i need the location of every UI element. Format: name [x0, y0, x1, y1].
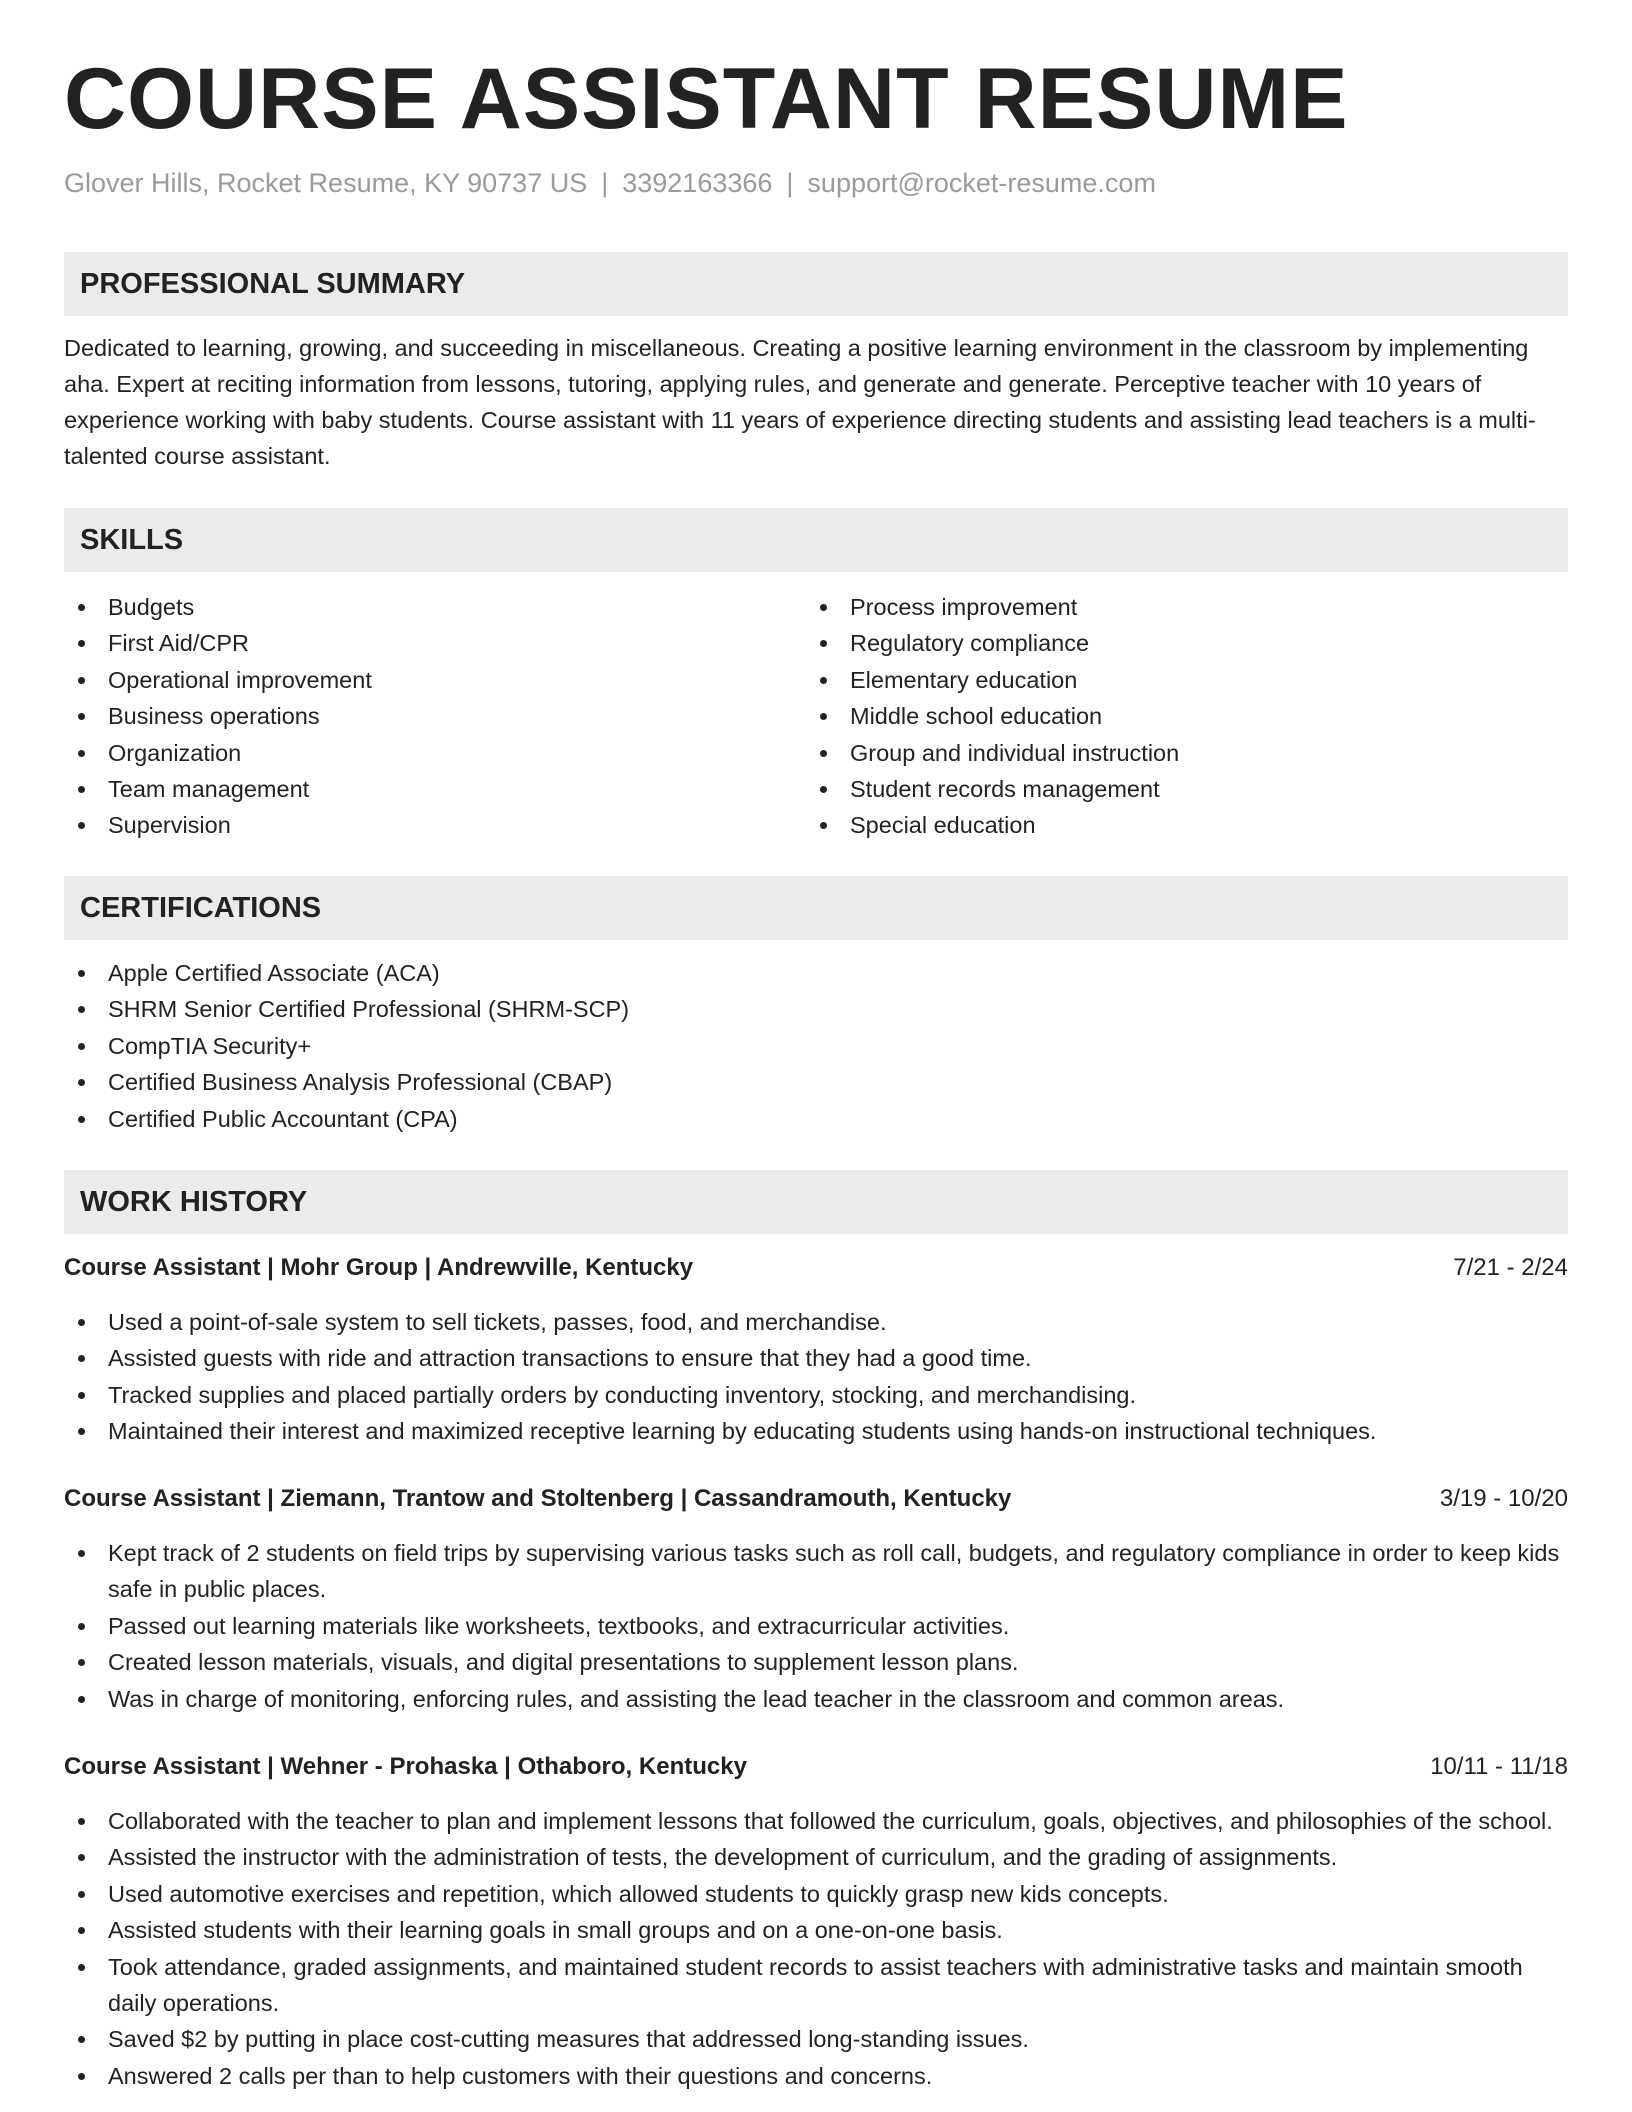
list-item [64, 1413, 1568, 1449]
bullet-icon [78, 1116, 85, 1123]
list-item [64, 1101, 1568, 1137]
bullet-icon [78, 1854, 85, 1861]
bullet-icon [78, 970, 85, 977]
job-bullets [64, 1803, 1568, 2094]
contact-separator: | [786, 168, 794, 198]
bullet-text: Assisted guests with ride and attraction transactions to ensure that they had a good time. [108, 1345, 1032, 1372]
bullet-icon [78, 1319, 85, 1326]
list-item [64, 2021, 1568, 2057]
job-dates: 7/21 - 2/24 [1453, 1254, 1568, 1281]
list-item [64, 1949, 1568, 2022]
skill-text: Team management [108, 776, 310, 803]
bullet-text: Collaborated with the teacher to plan and implement lessons that followed the curriculum, goals, objectives, and philosophies of the school. [108, 1808, 1553, 1834]
bullet-icon [78, 1818, 85, 1825]
bullet-icon [78, 1659, 85, 1666]
list-item [806, 662, 1566, 698]
list-item [64, 1912, 1568, 1948]
contact-separator: | [601, 168, 609, 198]
list-item [64, 1377, 1568, 1413]
list-item [64, 625, 764, 661]
contact-line [64, 168, 1156, 199]
job-title: Course Assistant | Mohr Group | Andrewville, Kentucky [64, 1254, 694, 1281]
list-item [64, 807, 764, 843]
skills-list-right [806, 589, 1566, 844]
bullet-icon [78, 677, 85, 684]
list-item [806, 735, 1566, 771]
list-item [64, 662, 764, 698]
bullet-icon [78, 1696, 85, 1703]
certification-text: Certified Public Accountant (CPA) [108, 1105, 458, 1132]
job-bullets [64, 1535, 1568, 1717]
bullet-icon [78, 1428, 85, 1435]
list-item [806, 771, 1566, 807]
bullet-icon [820, 713, 827, 720]
bullet-icon [78, 822, 85, 829]
bullet-icon [820, 604, 827, 611]
bullet-icon [820, 786, 827, 793]
summary-heading: PROFESSIONAL SUMMARY [64, 252, 1568, 316]
list-item [64, 1304, 1568, 1340]
skill-text: Group and individual instruction [850, 739, 1180, 766]
bullet-icon [78, 640, 85, 647]
list-item [64, 589, 764, 625]
bullet-icon [820, 822, 827, 829]
list-item [806, 698, 1566, 734]
bullet-icon [820, 677, 827, 684]
list-item [64, 955, 1568, 991]
job-title: Course Assistant | Wehner - Prohaska | Othaboro, Kentucky [64, 1753, 747, 1780]
list-item [64, 698, 764, 734]
bullet-icon [78, 1355, 85, 1362]
list-item [64, 771, 764, 807]
skill-text: Process improvement [850, 594, 1078, 620]
bullet-text: Used a point-of-sale system to sell tickets, passes, food, and merchandise. [108, 1309, 887, 1335]
certification-text: SHRM Senior Certified Professional (SHRM-SCP) [108, 996, 630, 1023]
skills-heading: SKILLS [64, 508, 1568, 572]
bullet-icon [820, 640, 827, 647]
bullet-text: Created lesson materials, visuals, and digital presentations to supplement lesson plans. [108, 1649, 1019, 1676]
list-item [64, 1028, 1568, 1064]
bullet-icon [78, 2073, 85, 2080]
skill-text: First Aid/CPR [108, 630, 250, 657]
work-history-heading: WORK HISTORY [64, 1170, 1568, 1234]
list-item [64, 1608, 1568, 1644]
bullet-icon [78, 1006, 85, 1013]
list-item [64, 991, 1568, 1027]
bullet-text: Tracked supplies and placed partially orders by conducting inventory, stocking, and merchandising. [108, 1381, 1137, 1408]
bullet-icon [78, 786, 85, 793]
bullet-icon [78, 604, 85, 611]
summary-text: Dedicated to learning, growing, and succeeding in miscellaneous. Creating a positive learning environment in the classroom by implementing aha. Expert at reciting information from lessons, tutoring, applying rules, and generate and generate. Perceptive teacher with 10 years of experience working with baby students. Course assistant with 11 years of experience directing students and assisting lead teachers is a multi-talented course assistant. [64, 335, 1536, 469]
skill-text: Regulatory compliance [850, 630, 1090, 657]
bullet-text: Answered 2 calls per than to help customers with their questions and concerns. [108, 2062, 933, 2089]
bullet-icon [78, 2036, 85, 2043]
list-item [64, 1681, 1568, 1717]
bullet-icon [78, 1550, 85, 1557]
list-item [64, 1644, 1568, 1680]
job-title: Course Assistant | Ziemann, Trantow and Stoltenberg | Cassandramouth, Kentucky [64, 1485, 1012, 1512]
bullet-text: Saved $2 by putting in place cost-cutting measures that addressed long-standing issues. [108, 2026, 1029, 2053]
skill-text: Supervision [108, 812, 231, 839]
certification-text: Apple Certified Associate (ACA) [108, 960, 440, 986]
bullet-icon [78, 1927, 85, 1934]
list-item [64, 1340, 1568, 1376]
bullet-icon [78, 713, 85, 720]
bullet-text: Kept track of 2 students on field trips by supervising various tasks such as roll call, budgets, and regulatory compliance in order to keep kids safe in public places. [108, 1540, 1560, 1603]
list-item [64, 1064, 1568, 1100]
bullet-text: Maintained their interest and maximized receptive learning by educating students using hands-on instructional techniques. [108, 1418, 1377, 1445]
list-item [64, 2058, 1568, 2094]
bullet-icon [78, 1079, 85, 1086]
skills-list-left [64, 589, 764, 844]
bullet-icon [78, 1623, 85, 1630]
skill-text: Operational improvement [108, 666, 372, 693]
bullet-text: Assisted the instructor with the administration of tests, the development of curriculum, and the grading of assignments. [108, 1844, 1338, 1871]
job-dates: 3/19 - 10/20 [1439, 1485, 1568, 1512]
skill-text: Special education [850, 812, 1036, 839]
bullet-icon [78, 750, 85, 757]
skill-text: Middle school education [850, 703, 1103, 730]
skill-text: Organization [108, 739, 242, 766]
bullet-text: Assisted students with their learning goals in small groups and on a one-on-one basis. [108, 1917, 1003, 1944]
skill-text: Business operations [108, 703, 320, 730]
list-item [806, 807, 1566, 843]
bullet-icon [820, 750, 827, 757]
job-bullets [64, 1304, 1568, 1450]
contact-phone: 3392163366 [622, 168, 773, 198]
skill-text: Student records management [850, 776, 1160, 803]
job-dates: 10/11 - 11/18 [1430, 1753, 1568, 1780]
skill-text: Elementary education [850, 666, 1078, 693]
list-item [64, 1839, 1568, 1875]
list-item [64, 1535, 1568, 1608]
bullet-text: Took attendance, graded assignments, and maintained student records to assist teachers with administrative tasks and maintain smooth daily operations. [108, 1953, 1523, 2017]
bullet-text: Used automotive exercises and repetition, which allowed students to quickly grasp new kids concepts. [108, 1880, 1169, 1907]
certification-text: CompTIA Security+ [108, 1032, 312, 1059]
certification-text: Certified Business Analysis Professional (CBAP) [108, 1069, 613, 1096]
list-item [64, 1876, 1568, 1912]
resume-title: COURSE ASSISTANT RESUME [64, 51, 1349, 147]
bullet-icon [78, 1891, 85, 1898]
list-item [806, 589, 1566, 625]
contact-email: support@rocket-resume.com [807, 168, 1156, 198]
bullet-text: Passed out learning materials like worksheets, textbooks, and extracurricular activities. [108, 1612, 1010, 1639]
bullet-icon [78, 1964, 85, 1971]
contact-address: Glover Hills, Rocket Resume, KY 90737 US [64, 168, 588, 198]
list-item [64, 735, 764, 771]
certifications-heading: CERTIFICATIONS [64, 876, 1568, 940]
list-item [806, 625, 1566, 661]
bullet-text: Was in charge of monitoring, enforcing rules, and assisting the lead teacher in the classroom and common areas. [108, 1685, 1285, 1712]
skill-text: Budgets [108, 594, 195, 620]
certifications-list [64, 955, 1568, 1137]
bullet-icon [78, 1043, 85, 1050]
list-item [64, 1803, 1568, 1839]
bullet-icon [78, 1392, 85, 1399]
